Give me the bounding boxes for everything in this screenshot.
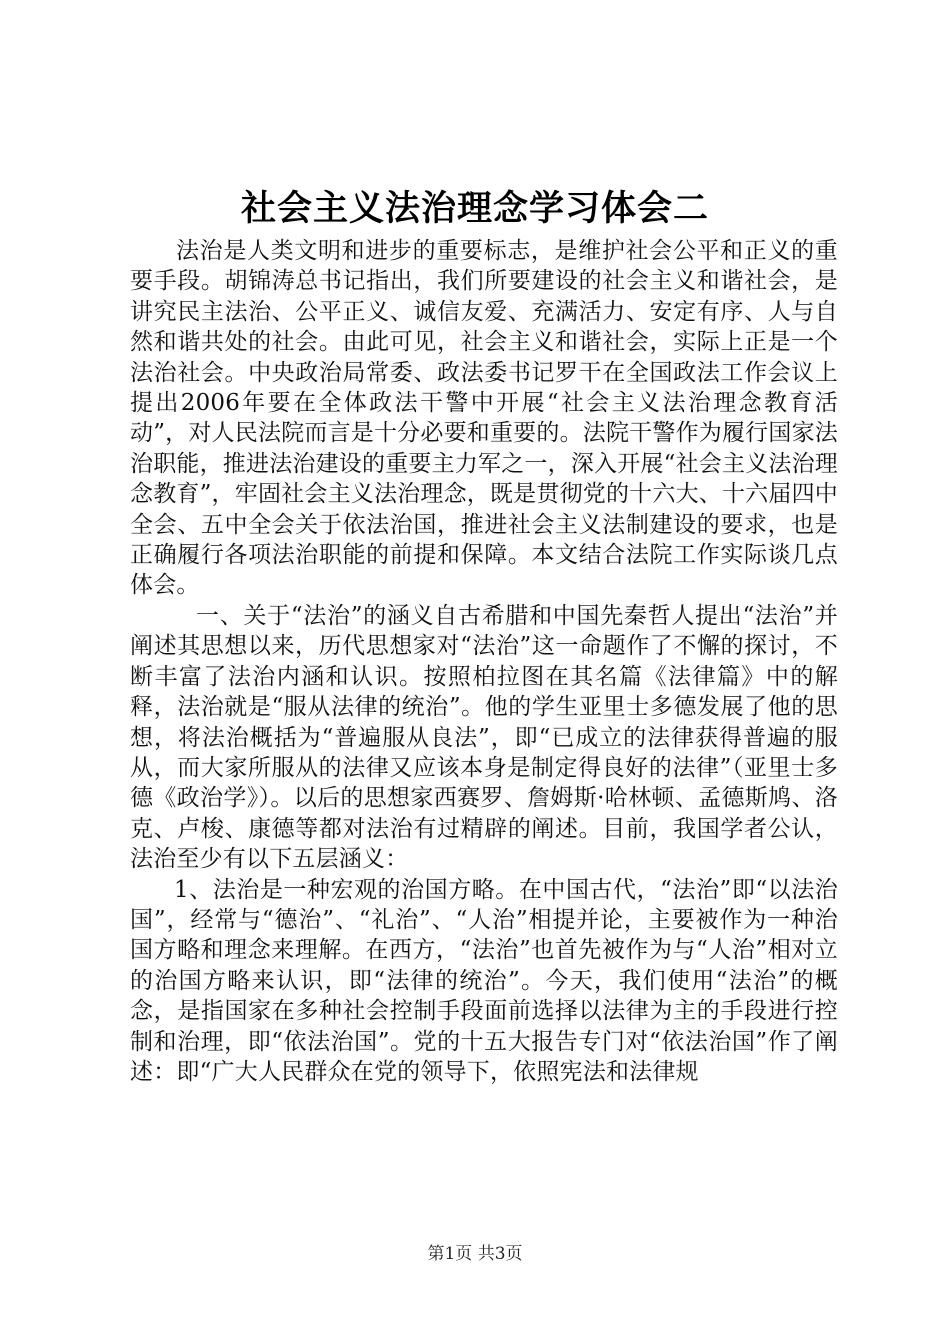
- document-body: [130, 236, 838, 1087]
- document-title: 社会主义法治理念学习体会二: [240, 188, 709, 229]
- paragraph-section-one: 一、关于“法治”的涵义自古希腊和中国先秦哲人提出“法治”并阐述其思想以来，历代思想家对“法治”这一命题作了不懈的探讨，不断丰富了法治内涵和认识。按照柏拉图在其名篇《法律篇》中的解释，法治就是“服从法律的统治”。他的学生亚里士多德发展了他的思想，将法治概括为“普遍服从良法”，即“已成立的法律获得普遍的服从，而大家所服从的法律又应该本身是制定得良好的法律”（亚里士多德《政治学》）。以后的思想家西赛罗、詹姆斯·哈林顿、孟德斯鸠、洛克、卢梭、康德等都对法治有过精辟的阐述。目前，我国学者公认，法治至少有以下五层涵义：: [130, 602, 838, 873]
- paragraph-point-one: 1、法治是一种宏观的治国方略。在中国古代，“法治”即“以法治国”，经常与“德治”、“礼治”、“人治”相提并论，主要被作为一种治国方略和理念来理解。在西方，“法治”也首先被作为与“人治”相对立的治国方略来认识，即“法律的统治”。今天，我们使用“法治”的概念，是指国家在多种社会控制手段面前选择以法律为主的手段进行控制和治理，即“依法治国”。党的十五大报告专门对“依法治国”作了阐述：即“广大人民群众在党的领导下，依照宪法和法律规: [130, 876, 838, 1085]
- page-number-footer: 第1页 共3页: [427, 1244, 523, 1264]
- paragraph-intro: 法治是人类文明和进步的重要标志，是维护社会公平和正义的重要手段。胡锦涛总书记指出，我们所要建设的社会主义和谐社会，是讲究民主法治、公平正义、诚信友爱、充满活力、安定有序、人与自然和谐共处的社会。由此可见，社会主义和谐社会，实际上正是一个法治社会。中央政治局常委、政法委书记罗干在全国政法工作会议上提出2006年要在全体政法干警中开展“社会主义法治理念教育活动”，对人民法院而言是十分必要和重要的。法院干警作为履行国家法治职能，推进法治建设的重要主力军之一，深入开展“社会主义法治理念教育”，牢固社会主义法治理念，既是贯彻党的十六大、十六届四中全会、五中全会关于依法治国，推进社会主义法制建设的要求，也是正确履行各项法治职能的前提和保障。本文结合法院工作实际谈几点体会。: [130, 238, 838, 599]
